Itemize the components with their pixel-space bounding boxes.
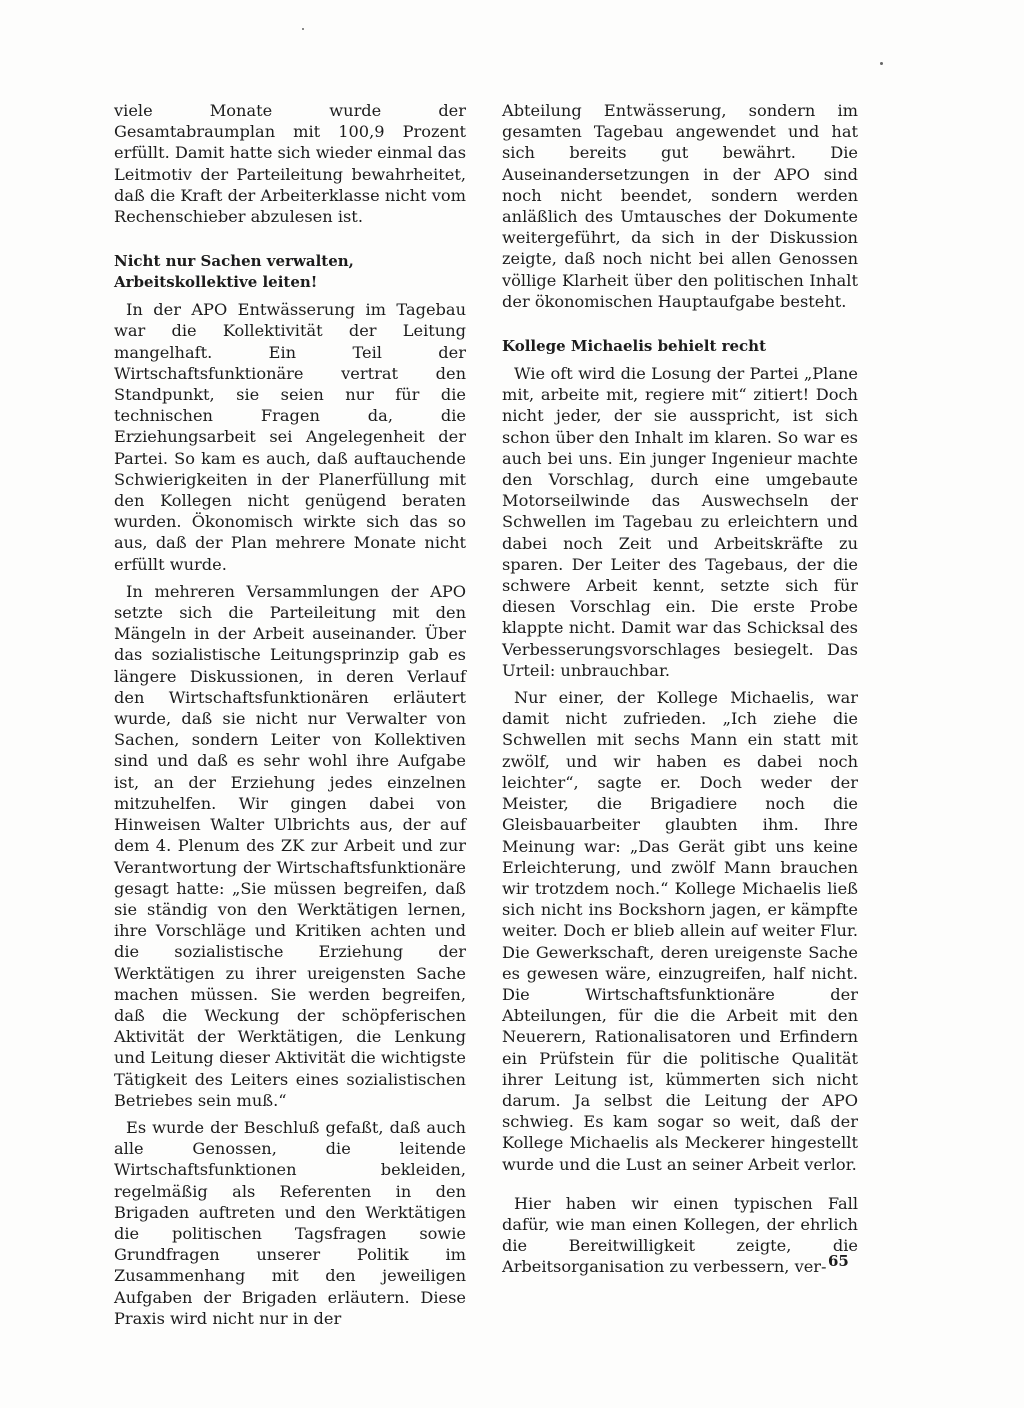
left-column — [114, 100, 466, 1329]
section-heading: Kollege Michaelis behielt recht — [502, 337, 767, 356]
scan-speck — [880, 62, 883, 65]
paragraph: Wie oft wird die Losung der Partei „Plane mit, arbeite mit, regiere mit“ zitiert! Doch nicht jeder, der sie ausspricht, ist sich schon über den Inhalt im klaren. So war es auch bei uns. Ein junger Ingenieur machte den Vorschlag, durch eine umgebaute Motorseilwinde das Auswechseln der Schwellen im Tagebau zu erleichtern und dabei noch Zeit und Arbeitskräfte zu sparen. Der Leiter des Tagebaus, der die schwere Arbeit kennt, setzte sich für diesen Vorschlag ein. Die erste Probe klappte nicht. Damit war das Schicksal des Verbesserungsvorschlages besiegelt. Das Urteil: unbrauchbar. — [502, 364, 858, 680]
paragraph: viele Monate wurde der Gesamtabraumplan mit 100,9 Prozent erfüllt. Damit hatte sich wieder einmal das Leitmotiv der Parteileitung bewahrheitet, daß die Kraft der Arbeiterklasse nicht vom Rechenschieber abzulesen ist. — [114, 101, 466, 227]
scan-speck — [302, 28, 304, 30]
section-heading: Nicht nur Sachen verwalten, Arbeitskollektive leiten! — [114, 252, 354, 292]
page-number: 65 — [828, 1252, 849, 1270]
paragraph: Abteilung Entwässerung, sondern im gesamten Tagebau angewendet und hat sich bereits gut bewährt. Die Auseinandersetzungen in der APO sind noch nicht beendet, sondern werden anläßlich des Umtausches der Dokumente weitergeführt, da sich in der Diskussion zeigte, daß noch nicht bei allen Genossen völlige Klarheit über den politischen Inhalt der ökonomischen Hauptaufgabe besteht. — [502, 101, 858, 311]
paragraph: Nur einer, der Kollege Michaelis, war damit nicht zufrieden. „Ich ziehe die Schwellen mit sechs Mann ein statt mit zwölf, und wir haben es dabei noch leichter“, sagte er. Doch weder der Meister, die Brigadiere noch die Gleisbauarbeiter glaubten ihm. Ihre Meinung war: „Das Gerät gibt uns keine Erleichterung, und zwölf Mann brauchen wir trotzdem noch.“ Kollege Michaelis ließ sich nicht ins Bockshorn jagen, er kämpfte weiter. Doch er blieb allein auf weiter Flur. Die Gewerkschaft, deren ureigenste Sache es gewesen wäre, einzugreifen, half nicht. Die Wirtschaftsfunktionäre der Abteilungen, für die die Arbeit mit den Neuerern, Rationalisatoren und Erfindern ein Prüfstein für die politische Qualität ihrer Leitung ist, kümmerten sich nicht darum. Ja selbst die Leitung der APO schwieg. Es kam sogar so weit, daß der Kollege Michaelis als Meckerer hingestellt wurde und die Lust an seiner Arbeit verlor. — [502, 688, 858, 1174]
paragraph: In der APO Entwässerung im Tagebau war die Kollektivität der Leitung mangelhaft. Ein Teil der Wirtschaftsfunktionäre vertrat den Standpunkt, sie seien nur für die technischen Fragen da, die Erziehungsarbeit sei Angelegenheit der Partei. So kam es auch, daß auftauchende Schwierigkeiten in der Planerfüllung mit den Kollegen nicht genügend beraten wurden. Ökonomisch wirkte sich das so aus, daß der Plan mehrere Monate nicht erfüllt wurde. — [114, 300, 466, 574]
right-column — [502, 100, 858, 1278]
paragraph: In mehreren Versammlungen der APO setzte sich die Parteileitung mit den Mängeln in der Arbeit auseinander. Über das sozialistische Leitungsprinzip gab es längere Diskussionen, in deren Verlauf den Wirtschaftsfunktionären erläutert wurde, daß sie nicht nur Verwalter von Sachen, sondern Leiter von Kollektiven sind und daß es sehr wohl ihre Aufgabe ist, an der Erziehung jedes einzelnen mitzuhelfen. Wir gingen dabei von Hinweisen Walter Ulbrichts aus, der auf dem 4. Plenum des ZK zur Arbeit und zur Verantwortung der Wirtschaftsfunktionäre gesagt hatte: „Sie müssen begreifen, daß sie ständig von den Werktätigen lernen, ihre Vorschläge und Kritiken achten und die sozialistische Erziehung der Werktätigen zu ihrer ureigensten Sache machen müssen. Sie werden begreifen, daß die Weckung der schöpferischen Aktivität der Werktätigen, die Lenkung und Leitung dieser Aktivität die wichtigste Tätigkeit des Leiters eines sozialistischen Betriebes sein muß.“ — [114, 581, 466, 1110]
paragraph: Hier haben wir einen typischen Fall dafür, wie man einen Kollegen, der ehrlich die Bereitwilligkeit zeigte, die Arbeitsorganisation zu verbessern, ver- — [502, 1193, 858, 1277]
paragraph: Es wurde der Beschluß gefaßt, daß auch alle Genossen, die leitende Wirtschaftsfunktionen bekleiden, regelmäßig als Referenten in den Brigaden auftreten und den Werktätigen die politischen Tagsfragen sowie Grundfragen unserer Politik im Zusammenhang mit den jeweiligen Aufgaben der Brigaden erläutern. Diese Praxis wird nicht nur in der — [114, 1117, 466, 1328]
